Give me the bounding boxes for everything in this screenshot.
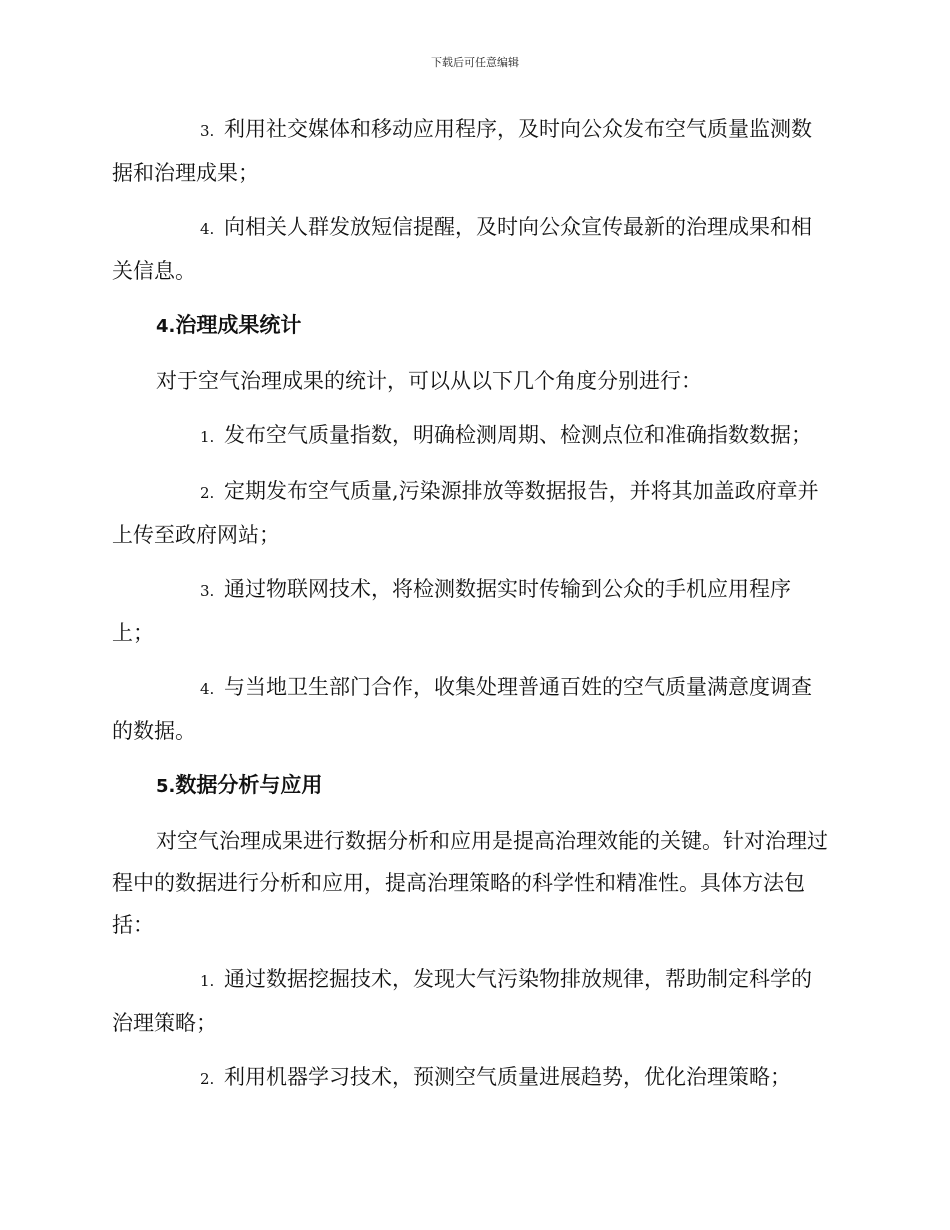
list-item xyxy=(112,568,832,654)
list-item-text: 向相关人群发放短信提醒，及时向公众宣传最新的治理成果和相关信息。 xyxy=(112,215,812,283)
section-heading xyxy=(112,304,832,348)
list-item-number: 3. xyxy=(200,582,215,600)
list-item-number: 4. xyxy=(200,220,215,238)
section-heading-number: 4. xyxy=(156,316,176,337)
list-item-number: 4. xyxy=(200,680,215,698)
section-heading-number: 5. xyxy=(156,776,176,797)
list-item-text: 利用机器学习技术，预测空气质量进展趋势，优化治理策略； xyxy=(224,1065,791,1089)
list-item xyxy=(112,206,832,292)
document-body xyxy=(112,108,832,1112)
list-item-text: 发布空气质量指数，明确检测周期、检测点位和准确指数数据； xyxy=(224,423,812,447)
list-item-text: 通过物联网技术，将检测数据实时传输到公众的手机应用程序上； xyxy=(112,577,791,645)
list-item-number: 1. xyxy=(200,428,215,446)
list-item xyxy=(112,108,832,194)
list-item-number: 2. xyxy=(200,484,215,502)
list-item-text: 定期发布空气质量,污染源排放等数据报告，并将其加盖政府章并上传至政府网站； xyxy=(112,479,819,547)
list-item-number: 1. xyxy=(200,972,215,990)
list-item xyxy=(112,470,832,556)
list-item-text: 利用社交媒体和移动应用程序，及时向公众发布空气质量监测数据和治理成果； xyxy=(112,117,812,185)
section-heading xyxy=(112,764,832,808)
list-item xyxy=(112,666,832,752)
list-item xyxy=(112,1056,832,1100)
list-item xyxy=(112,414,832,458)
list-item-number: 3. xyxy=(200,122,215,140)
paragraph: 对空气治理成果进行数据分析和应用是提高治理效能的关键。针对治理过程中的数据进行分析和应用，提高治理策略的科学性和精准性。具体方法包括： xyxy=(112,829,828,937)
list-item-number: 2. xyxy=(200,1070,215,1088)
list-item-text: 通过数据挖掘技术，发现大气污染物排放规律，帮助制定科学的治理策略； xyxy=(112,967,812,1035)
list-item xyxy=(112,958,832,1044)
section-heading-text: 数据分析与应用 xyxy=(175,773,323,797)
paragraph: 对于空气治理成果的统计，可以从以下几个角度分别进行： xyxy=(156,369,702,393)
list-item-text: 与当地卫生部门合作，收集处理普通百姓的空气质量满意度调查的数据。 xyxy=(112,675,812,743)
section-heading-text: 治理成果统计 xyxy=(175,313,302,337)
page-header: 下载后可任意编辑 xyxy=(431,56,519,69)
